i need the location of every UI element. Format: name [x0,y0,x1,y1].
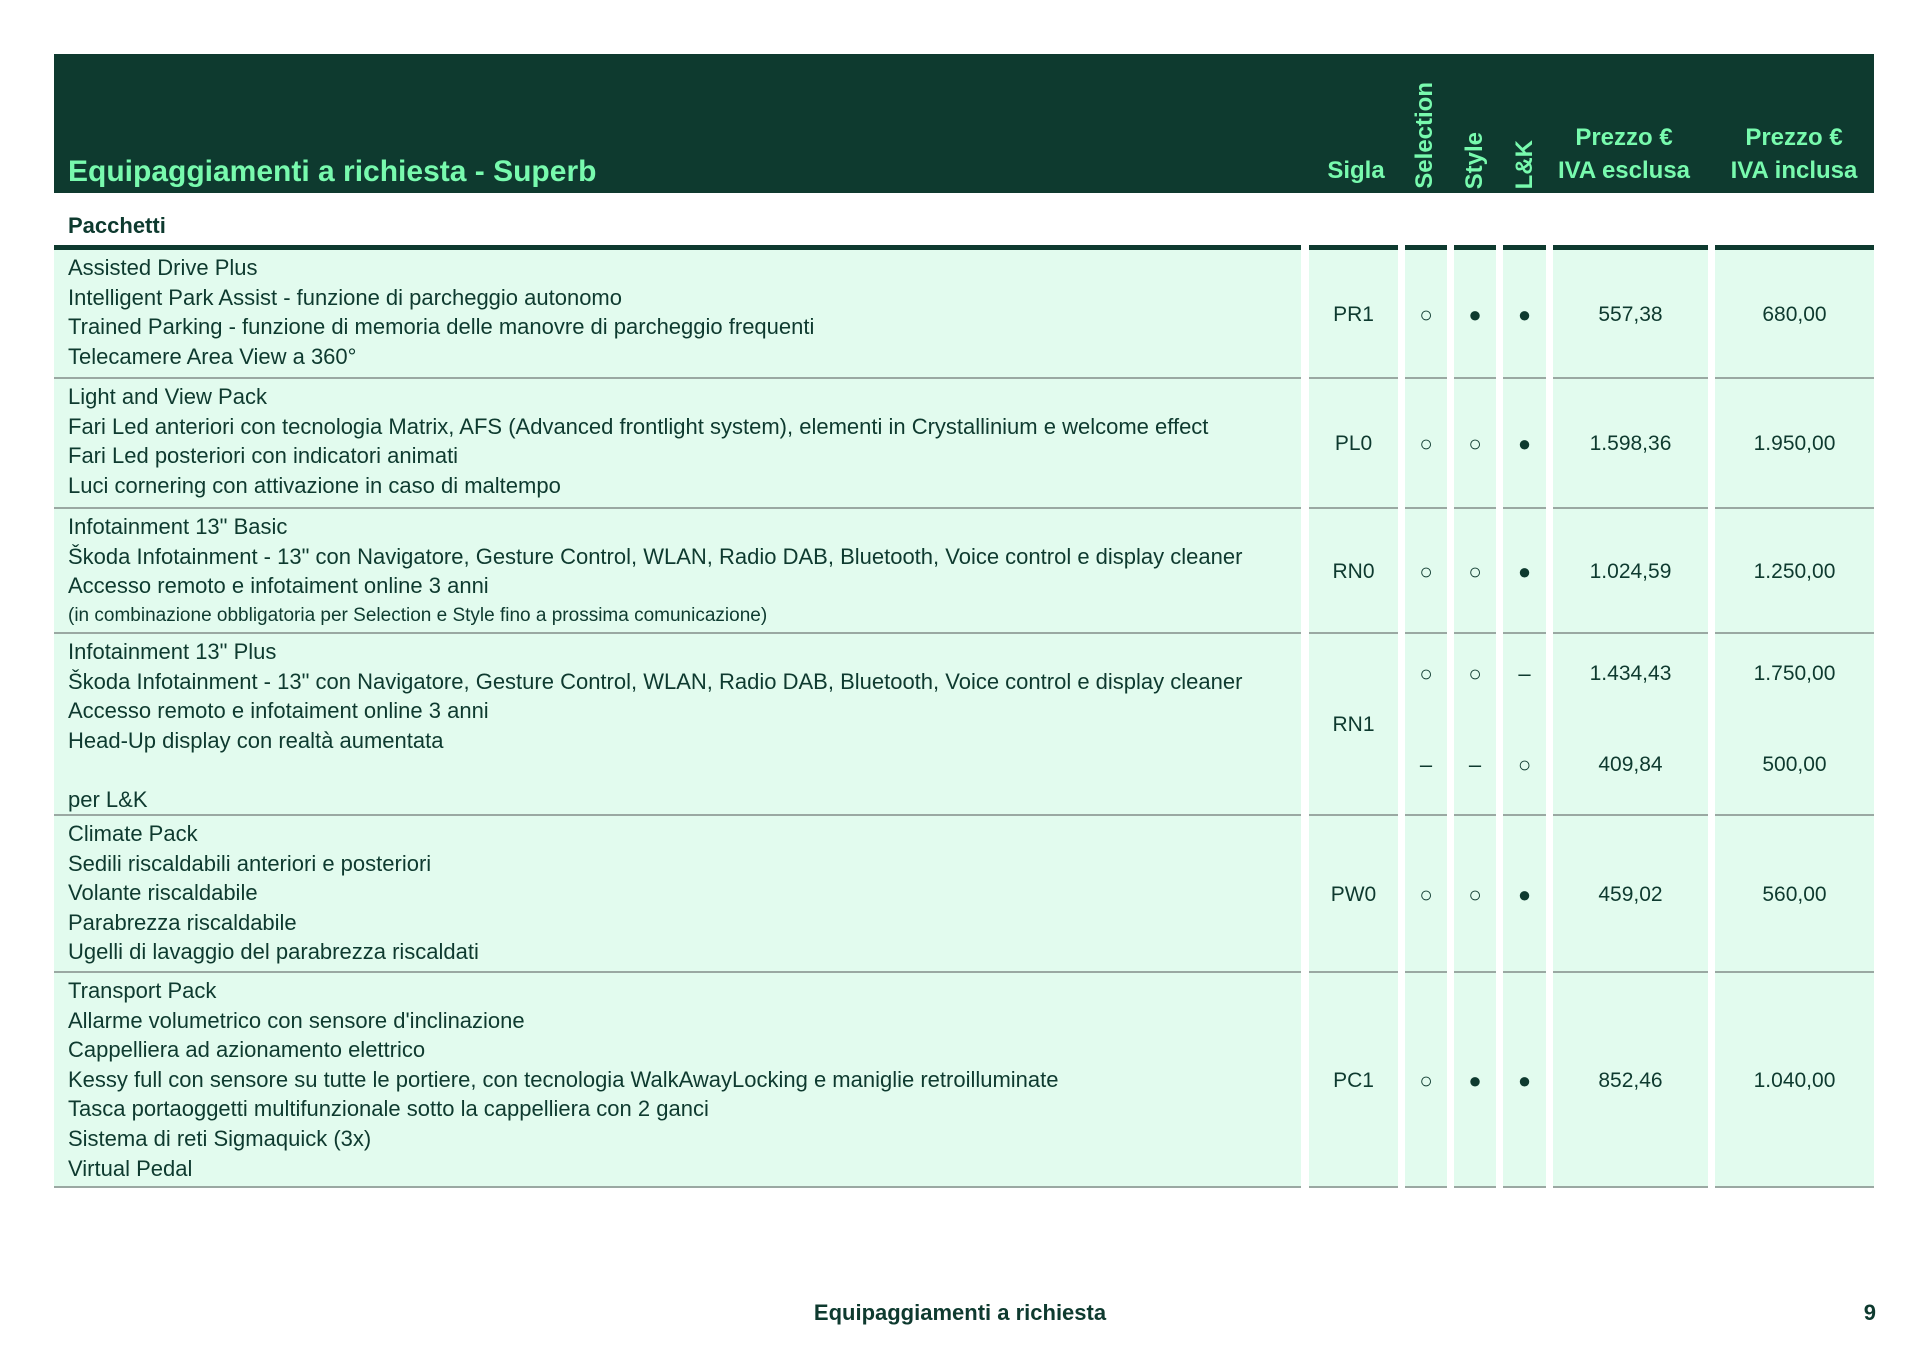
package-feature: Fari Led posteriori con indicatori animati [68,443,459,469]
open-circle-icon: ○ [1468,431,1482,456]
table-row [0,634,1920,816]
table-row [0,250,1920,379]
cell-code [1309,634,1398,816]
package-code: RN0 [1332,559,1375,583]
price-iva-esclusa: 852,46 [1598,1068,1663,1092]
table-row [0,816,1920,973]
page-number: 9 [1863,1300,1876,1325]
package-feature: Parabrezza riscaldabile [68,909,297,935]
package-feature: Tasca portaoggetti multifunzionale sotto la cappelliera con 2 ganci [68,1096,709,1122]
cell-price-excl [1553,379,1708,509]
package-feature: Accesso remoto e infotaiment online 3 anni [68,573,489,599]
cell-selection [1405,379,1447,509]
package-feature: Volante riscaldabile [68,880,258,906]
package-name: Light and View Pack [68,384,267,409]
cell-price-incl [1715,973,1874,1188]
open-circle-icon: ○ [1419,301,1433,327]
package-code: PW0 [1330,882,1377,906]
cell-style [1454,509,1496,634]
col-prezzo-inclusa-line1: Prezzo € [1745,124,1843,151]
table-row [0,973,1920,1188]
price-iva-inclusa: 680,00 [1762,302,1827,326]
cell-style [1454,816,1496,973]
cell-style [1454,973,1496,1188]
cell-price-incl [1715,379,1874,509]
cell-desc [54,634,1301,816]
price-iva-esclusa: 459,02 [1598,882,1663,906]
price-iva-inclusa: 1.250,00 [1753,559,1836,583]
cell-selection [1405,509,1447,634]
package-name: Transport Pack [68,978,217,1003]
package-code: RN1 [1332,713,1375,736]
package-code: PC1 [1333,1068,1374,1092]
package-feature: Luci cornering con attivazione in caso di maltempo [68,472,561,498]
package-description [54,973,1301,1183]
price-iva-inclusa: 500,00 [1762,753,1827,776]
cell-style [1454,634,1496,816]
package-code: PR1 [1333,302,1374,326]
package-name: Infotainment 13" Basic [68,514,288,539]
cell-desc [54,379,1301,509]
open-circle-icon: ○ [1468,558,1482,584]
table-row [0,379,1920,509]
col-prezzo-esclusa-line2: IVA esclusa [1557,157,1691,184]
package-name: Assisted Drive Plus [68,255,258,280]
package-extra: per L&K [68,786,148,812]
cell-code [1309,250,1398,379]
price-iva-esclusa: 409,84 [1598,753,1663,776]
filled-dot-icon: ● [1468,301,1482,327]
cell-price-incl [1715,816,1874,973]
cell-price-excl [1553,634,1708,816]
cell-style [1454,250,1496,379]
package-feature: Intelligent Park Assist - funzione di parcheggio autonomo [68,284,622,310]
table-header [54,54,1874,193]
col-prezzo-esclusa [1556,121,1692,187]
col-sigla: Sigla [1327,157,1385,184]
cell-selection [1405,816,1447,973]
cell-price-incl [1715,250,1874,379]
cell-desc [54,816,1301,973]
dash-icon: – [1468,752,1482,777]
price-iva-esclusa: 1.598,36 [1589,432,1672,455]
package-name: Climate Pack [68,821,198,846]
filled-dot-icon: ● [1517,881,1532,907]
col-prezzo-esclusa-line1: Prezzo € [1575,124,1673,151]
open-circle-icon: ○ [1419,558,1433,584]
package-feature: Cappelliera ad azionamento elettrico [68,1037,426,1063]
col-prezzo-inclusa-line2: IVA inclusa [1730,157,1858,184]
cell-lk [1503,250,1546,379]
price-iva-esclusa: 557,38 [1598,302,1663,326]
package-feature: Fari Led anteriori con tecnologia Matrix, AFS (Advanced frontlight system), elementi in Crystallinium e welcome effect [68,413,1209,439]
package-feature: Škoda Infotainment - 13" con Navigatore, Gesture Control, WLAN, Radio DAB, Bluetooth, Voice control e display cleaner [68,668,1243,694]
cell-price-excl [1553,973,1708,1188]
package-name: Infotainment 13" Plus [68,639,277,664]
cell-selection [1405,634,1447,816]
cell-price-excl [1553,816,1708,973]
price-iva-inclusa: 560,00 [1762,882,1827,906]
dash-icon: – [1518,661,1531,686]
package-feature: Allarme volumetrico con sensore d'inclinazione [68,1007,525,1033]
spacer [68,755,1301,785]
package-feature: Sedili riscaldabili anteriori e posteriori [68,850,432,876]
dash-icon: – [1419,752,1433,777]
filled-dot-icon: ● [1517,1067,1532,1093]
open-circle-icon: ○ [1419,661,1433,686]
price-iva-inclusa: 1.040,00 [1753,1068,1836,1092]
open-circle-icon: ○ [1419,1067,1433,1093]
cell-code [1309,973,1398,1188]
page-title: Equipaggiamenti a richiesta - Superb [68,155,597,188]
col-style: Style [1461,131,1488,189]
cell-lk [1503,634,1546,816]
package-code: PL0 [1334,432,1373,455]
package-feature: Kessy full con sensore su tutte le portiere, con tecnologia WalkAwayLocking e maniglie retroilluminate [68,1066,1059,1092]
package-feature: Sistema di reti Sigmaquick (3x) [68,1125,372,1151]
filled-dot-icon: ● [1517,301,1532,327]
package-feature: Head-Up display con realtà aumentata [68,727,444,753]
package-description [54,250,1301,371]
package-feature: Virtual Pedal [68,1155,193,1181]
open-circle-icon: ○ [1468,881,1482,907]
cell-price-incl [1715,634,1874,816]
package-description [54,816,1301,967]
cell-desc [54,250,1301,379]
cell-price-excl [1553,509,1708,634]
cell-price-excl [1553,250,1708,379]
cell-code [1309,509,1398,634]
footer-title: Equipaggiamenti a richiesta [813,1300,1107,1325]
package-feature: Ugelli di lavaggio del parabrezza riscaldati [68,939,479,965]
cell-lk [1503,973,1546,1188]
cell-style [1454,379,1496,509]
cell-desc [54,973,1301,1188]
price-iva-esclusa: 1.024,59 [1589,559,1672,583]
package-feature: Trained Parking - funzione di memoria delle manovre di parcheggio frequenti [68,314,815,340]
cell-selection [1405,973,1447,1188]
filled-dot-icon: ● [1517,558,1532,584]
cell-desc [54,509,1301,634]
package-description [54,379,1301,500]
cell-selection [1405,250,1447,379]
table-row [0,509,1920,634]
col-lk: L&K [1511,139,1538,189]
col-selection: Selection [1411,82,1438,189]
price-iva-esclusa: 1.434,43 [1589,662,1672,685]
filled-dot-icon: ● [1468,1067,1482,1093]
cell-code [1309,816,1398,973]
col-prezzo-inclusa [1714,121,1874,187]
cell-lk [1503,509,1546,634]
package-description [54,509,1301,630]
section-label: Pacchetti [68,213,166,238]
cell-lk [1503,379,1546,509]
open-circle-icon: ○ [1419,881,1433,907]
cell-lk [1503,816,1546,973]
open-circle-icon: ○ [1419,431,1433,456]
price-iva-inclusa: 1.750,00 [1753,662,1836,685]
package-description [54,634,1301,815]
cell-code [1309,379,1398,509]
filled-dot-icon: ● [1517,431,1532,456]
package-feature: Telecamere Area View a 360° [68,343,357,369]
cell-price-incl [1715,509,1874,634]
package-feature: Škoda Infotainment - 13" con Navigatore, Gesture Control, WLAN, Radio DAB, Bluetooth, Voice control e display cleaner [68,543,1243,569]
open-circle-icon: ○ [1468,661,1482,686]
package-note: (in combinazione obbligatoria per Selection e Style fino a prossima comunicazione) [68,604,768,626]
open-circle-icon: ○ [1517,752,1532,777]
price-iva-inclusa: 1.950,00 [1753,432,1836,455]
package-feature: Accesso remoto e infotaiment online 3 anni [68,698,489,724]
